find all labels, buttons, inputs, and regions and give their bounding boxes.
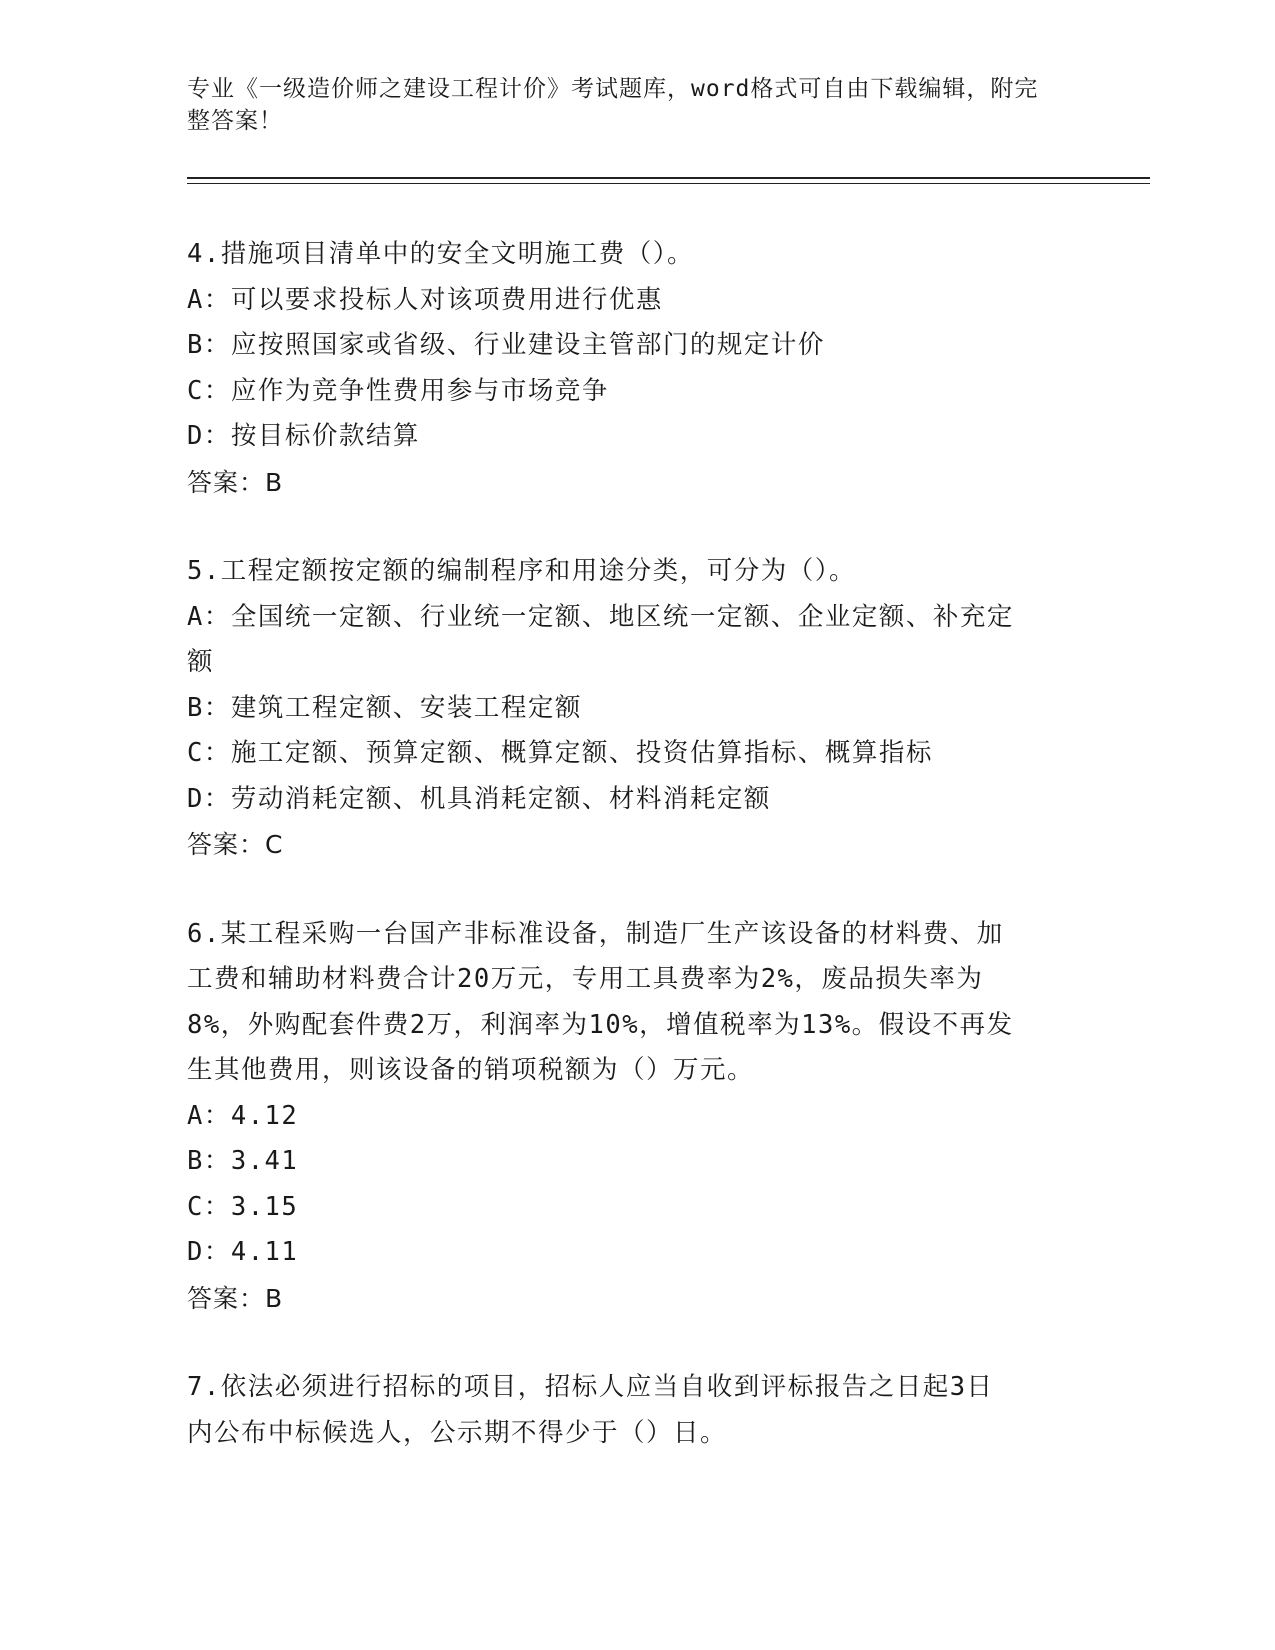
document-header — [187, 73, 1077, 137]
option-b: B：应按照国家或省级、行业建设主管部门的规定计价 — [187, 330, 825, 360]
answer: 答案：B — [187, 467, 284, 497]
option-d: D：劳动消耗定额、机具消耗定额、材料消耗定额 — [187, 783, 771, 814]
option-b: B：建筑工程定额、安装工程定额 — [187, 692, 582, 723]
option-d: D：按目标价款结算 — [187, 421, 420, 451]
header-line-1: 专业《一级造价师之建设工程计价》考试题库，word格式可自由下载编辑，附完 — [187, 76, 1039, 102]
question-stem: 4.措施项目清单中的安全文明施工费（）。 — [187, 239, 694, 269]
answer: 答案：B — [187, 1283, 284, 1313]
question-stem: 5.工程定额按定额的编制程序和用途分类，可分为（）。 — [187, 556, 856, 586]
header-divider-thin — [187, 183, 1150, 184]
option-d: D：4.11 — [187, 1237, 299, 1267]
question-stem-continued: 生其他费用，则该设备的销项税额为（）万元。 — [187, 1055, 755, 1085]
option-a: A：可以要求投标人对该项费用进行优惠 — [187, 284, 663, 315]
option-c: C：应作为竞争性费用参与市场竞争 — [187, 375, 609, 406]
question-stem: 6.某工程采购一台国产非标准设备，制造厂生产该设备的材料费、加 — [187, 918, 1004, 949]
question-stem-continued: 8%，外购配套件费2万，利润率为10%，增值税率为13%。假设不再发 — [187, 1009, 1014, 1040]
header-line-2: 整答案！ — [187, 108, 283, 134]
header-divider-thick — [187, 177, 1150, 179]
question-7 — [187, 1365, 1077, 1456]
question-list — [187, 232, 1077, 1500]
question-4 — [187, 232, 1077, 505]
question-stem-continued: 内公布中标候选人，公示期不得少于（）日。 — [187, 1417, 728, 1448]
option-a: A：4.12 — [187, 1100, 299, 1131]
question-6 — [187, 912, 1077, 1322]
option-c: C：施工定额、预算定额、概算定额、投资估算指标、概算指标 — [187, 738, 933, 768]
option-a: A：全国统一定额、行业统一定额、地区统一定额、企业定额、补充定 — [187, 601, 1014, 632]
option-c: C：3.15 — [187, 1191, 299, 1222]
question-stem-continued: 工费和辅助材料费合计20万元，专用工具费率为2%，废品损失率为 — [187, 964, 984, 994]
option-b: B：3.41 — [187, 1146, 299, 1176]
option-a-continued: 额 — [187, 647, 215, 677]
question-stem: 7.依法必须进行招标的项目，招标人应当自收到评标报告之日起3日 — [187, 1372, 994, 1402]
question-5 — [187, 549, 1077, 868]
answer: 答案：C — [187, 830, 284, 859]
